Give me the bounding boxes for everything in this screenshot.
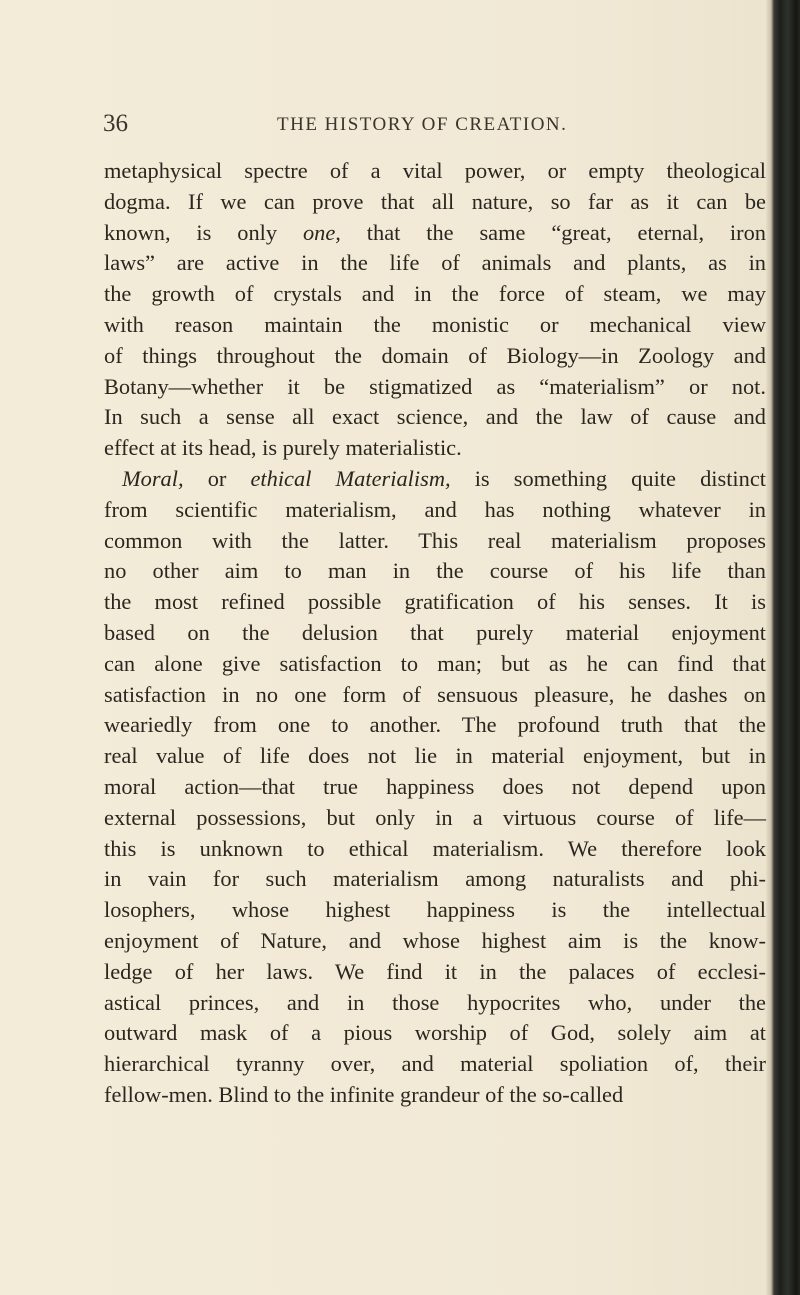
running-head: THE HISTORY OF CREATION. [277,114,568,135]
text-line: In such a sense all exact science, and the law of cause and [104,404,766,430]
text-line: this is unknown to ethical materialism. We therefore look [104,835,766,861]
text-line: the most refined possible gratification of his senses. It is [104,589,766,615]
text-line-paragraph-start: Moral, or ethical Materialism, is something quite distinct [122,465,766,491]
text-line: can alone give satisfaction to man; but as he can find that [104,650,766,676]
text-line: the growth of crystals and in the force of steam, we may [104,281,766,307]
page-number: 36 [103,110,128,137]
text-line: losophers, whose highest happiness is the intellectual [104,897,766,923]
text-line: laws” are active in the life of animals and plants, as in [104,250,766,276]
text-line: known, is only one, that the same “great, eternal, iron [104,219,766,245]
text-line: of things throughout the domain of Biology—in Zoology and [104,342,766,368]
text-line: fellow-men. Blind to the infinite grandeur of the so-called [104,1081,624,1107]
text-line: outward mask of a pious worship of God, solely aim at [104,1020,766,1046]
text-line: real value of life does not lie in material enjoyment, but in [104,743,766,769]
text-line: metaphysical spectre of a vital power, or empty theological [104,158,766,183]
text-line: effect at its head, is purely materialistic. [104,435,462,461]
text-line: with reason maintain the monistic or mechanical view [104,311,766,337]
text-line: satisfaction in no one form of sensuous pleasure, he dashes on [104,681,766,707]
text-line: ledge of her laws. We find it in the palaces of ecclesi- [104,958,766,984]
text-line: in vain for such materialism among naturalists and phi- [104,866,766,892]
text-line: enjoyment of Nature, and whose highest aim is the know- [104,927,766,953]
text-line: Botany—whether it be stigmatized as “materialism” or not. [104,373,766,399]
text-line: based on the delusion that purely material enjoyment [104,619,766,645]
page-header [103,110,763,144]
text-line: hierarchical tyranny over, and material spoliation of, their [104,1051,766,1077]
text-line: dogma. If we can prove that all nature, so far as it can be [104,188,766,214]
text-line: from scientific materialism, and has nothing whatever in [104,496,766,522]
body-text [104,156,766,1111]
text-line: moral action—that true happiness does not depend upon [104,773,766,799]
text-line: weariedly from one to another. The profound truth that the [104,712,766,738]
text-line: astical princes, and in those hypocrites who, under the [104,989,766,1015]
book-spine-edge [766,0,800,1295]
text-line: common with the latter. This real materialism proposes [104,527,766,553]
text-line: external possessions, but only in a virtuous course of life— [104,804,766,830]
text-line: no other aim to man in the course of his life than [104,558,766,584]
